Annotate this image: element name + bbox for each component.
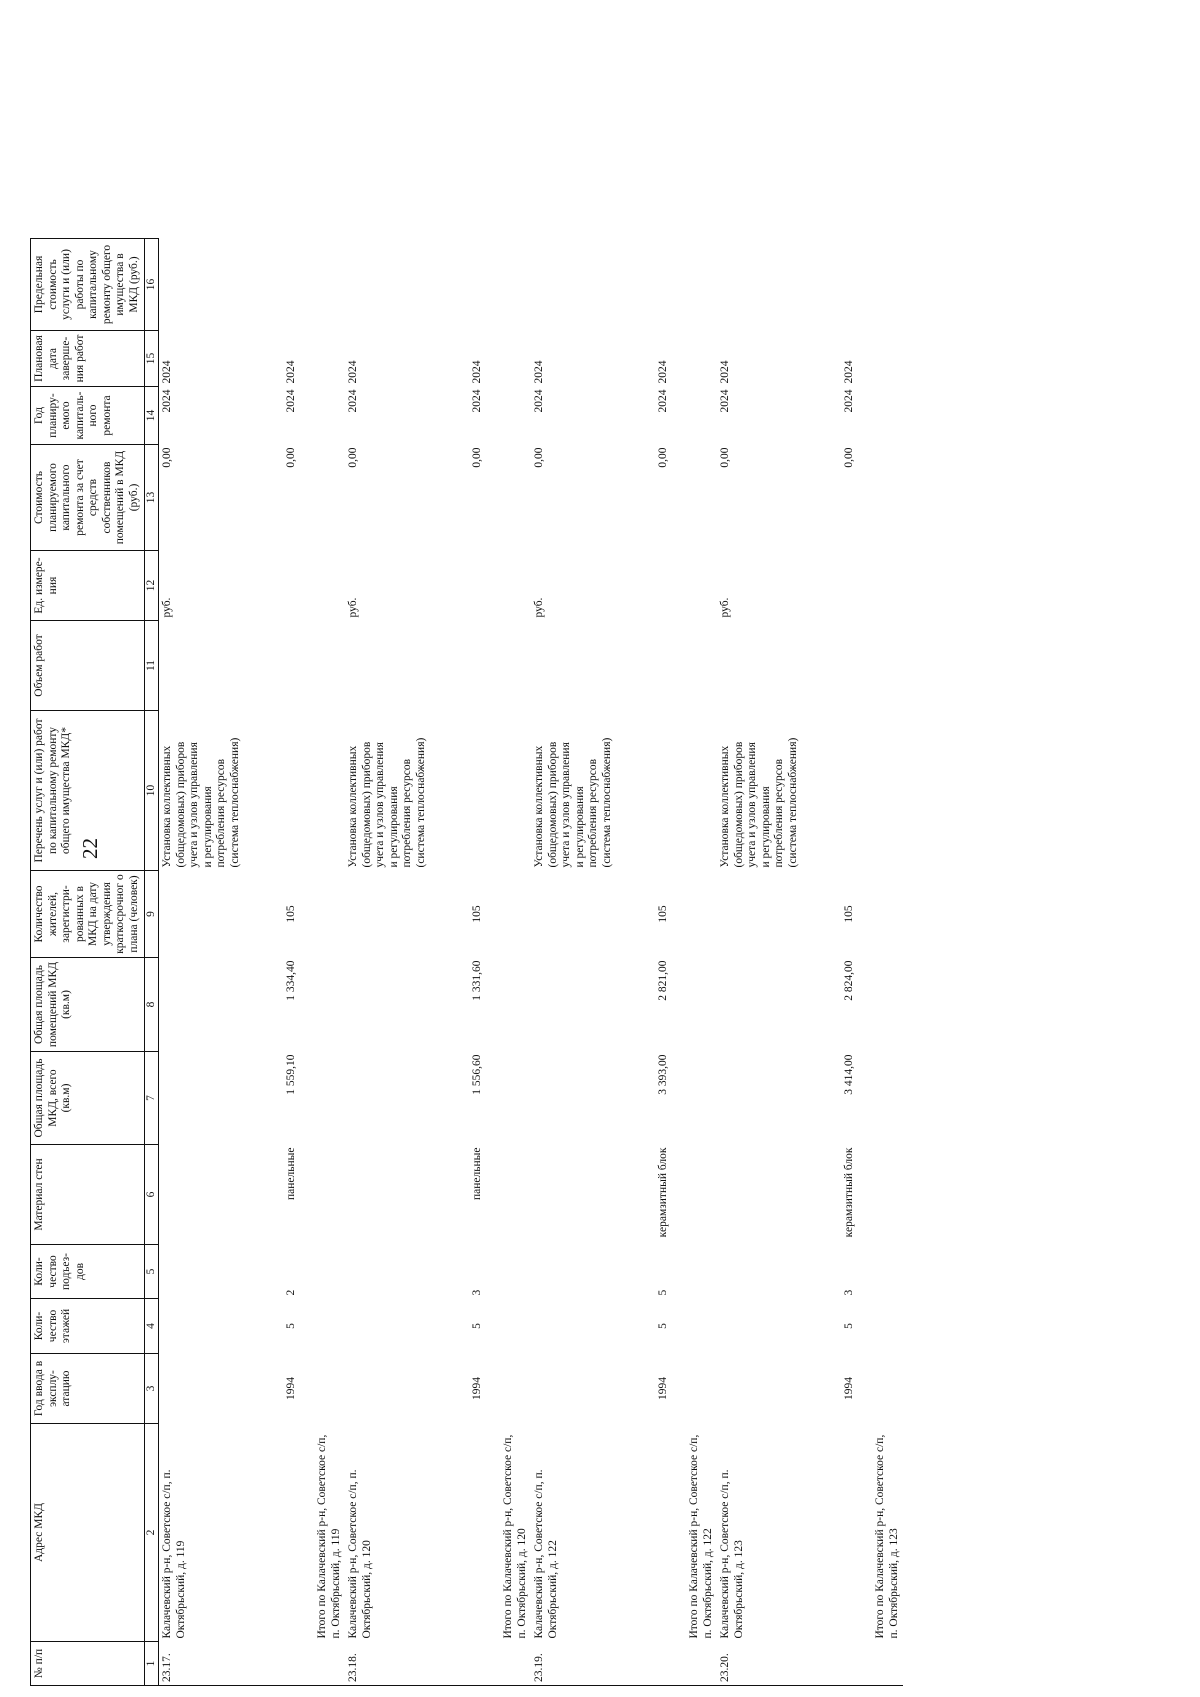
row-index: 23.19.	[531, 1642, 655, 1686]
row-address: Калачевский р-н, Советское с/п, п. Октябрьский, д. 122	[533, 1469, 559, 1639]
row-address: Калачевский р-н, Советское с/п, п. Октябрьский, д. 123	[719, 1469, 745, 1639]
total-area: 3 393,00	[657, 1054, 670, 1095]
capital-repair-table	[30, 238, 903, 1686]
table-header	[31, 239, 159, 1686]
header-cell-total-area: Общая площадь МКД, всего (кв.м)	[31, 1052, 145, 1145]
header-cell-cost: Стоимость планируемого капитального ремонта за счет средств собственников помещений в МКД (руб.)	[31, 445, 145, 551]
total-end-date: 2024	[657, 360, 670, 384]
header-cell-rooms-area: Общая площадь помещений МКД (кв.м)	[31, 958, 145, 1052]
total-rooms-area: 2 821,00	[657, 960, 670, 1001]
total-residents: 105	[471, 905, 484, 923]
row-index: 23.18.	[345, 1642, 469, 1686]
header-cell-unit: Ед. измере-ния	[31, 551, 145, 621]
table-row	[159, 239, 284, 1686]
total-wall-material: керамзитный блок	[657, 1147, 670, 1238]
header-cell-max-cost: Предельная стоимость услуги и (или) работы по капитальному ремонту общего имущества в МКД (руб.)	[31, 239, 145, 331]
header-cell-index: № п/п	[31, 1642, 145, 1686]
table-row	[717, 239, 841, 1686]
total-rooms-area: 1 331,60	[471, 960, 484, 1001]
total-entrances: 5	[657, 1289, 670, 1296]
row-cost: 0,00	[161, 447, 174, 468]
table-row-total	[283, 239, 345, 1686]
row-works: Установка коллективных (общедомовых) приборов учета и узлов управления и регулирования потребления ресурсов (система теплоснабжения)	[161, 737, 241, 868]
total-repair-year: 2024	[843, 389, 856, 413]
column-number: 6	[144, 1145, 159, 1245]
page-number: 22	[78, 838, 102, 859]
column-number-row	[144, 239, 159, 1686]
header-cell-floors: Коли-чество этажей	[31, 1299, 145, 1354]
total-cost: 0,00	[843, 447, 856, 468]
total-rooms-area: 1 334,40	[285, 960, 298, 1001]
total-floors: 5	[843, 1323, 856, 1329]
total-repair-year: 2024	[471, 389, 484, 413]
total-residents: 105	[843, 905, 856, 923]
header-cell-year-built: Год ввода в эксплу-атацию	[31, 1354, 145, 1424]
row-unit: руб.	[719, 597, 732, 618]
row-index: 23.17.	[159, 1642, 284, 1686]
column-number: 16	[144, 239, 159, 331]
row-unit: руб.	[533, 597, 546, 618]
column-number: 7	[144, 1052, 159, 1145]
row-repair-year: 2024	[347, 389, 360, 413]
total-area: 1 559,10	[285, 1054, 298, 1095]
total-cost: 0,00	[471, 447, 484, 468]
header-row	[31, 239, 145, 1686]
column-number: 13	[144, 445, 159, 551]
row-end-date: 2024	[533, 360, 546, 384]
total-year-built: 1994	[285, 1377, 298, 1400]
total-entrances: 3	[471, 1289, 484, 1296]
row-address: Калачевский р-н, Советское с/п, п. Октябрьский, д. 119	[161, 1469, 187, 1639]
column-number: 14	[144, 387, 159, 445]
table-row	[345, 239, 469, 1686]
total-address: Итого по Калачевский р-н, Советское с/п, п. Октябрьский, д. 123	[873, 1434, 900, 1639]
table-row-total	[841, 239, 903, 1686]
header-cell-repair-year: Год планиру-емого капиталь-ного ремонта	[31, 387, 145, 445]
total-year-built: 1994	[657, 1377, 670, 1400]
table-body	[159, 239, 904, 1686]
header-cell-wall-material: Материал стен	[31, 1145, 145, 1245]
total-cost: 0,00	[657, 447, 670, 468]
total-repair-year: 2024	[285, 389, 298, 413]
header-cell-address: Адрес МКД	[31, 1424, 145, 1642]
total-entrances: 3	[843, 1289, 856, 1296]
row-cost: 0,00	[347, 447, 360, 468]
column-number: 2	[144, 1424, 159, 1642]
table-row	[531, 239, 655, 1686]
table-row-total	[469, 239, 531, 1686]
column-number: 1	[144, 1642, 159, 1686]
total-wall-material: панельные	[471, 1147, 484, 1200]
total-address: Итого по Калачевский р-н, Советское с/п, п. Октябрьский, д. 119	[315, 1434, 342, 1639]
total-year-built: 1994	[471, 1377, 484, 1400]
row-cost: 0,00	[533, 447, 546, 468]
table-row-total	[655, 239, 717, 1686]
row-repair-year: 2024	[533, 389, 546, 413]
column-number: 11	[144, 621, 159, 711]
column-number: 12	[144, 551, 159, 621]
row-unit: руб.	[161, 597, 174, 618]
total-area: 3 414,00	[843, 1054, 856, 1095]
total-entrances: 2	[285, 1289, 298, 1296]
total-wall-material: керамзитный блок	[843, 1147, 856, 1238]
total-year-built: 1994	[843, 1377, 856, 1400]
total-wall-material: панельные	[285, 1147, 298, 1200]
header-cell-entrances: Коли-чество подъез-дов	[31, 1245, 145, 1299]
total-address: Итого по Калачевский р-н, Советское с/п, п. Октябрьский, д. 122	[687, 1434, 714, 1639]
row-cost: 0,00	[719, 447, 732, 468]
row-works: Установка коллективных (общедомовых) приборов учета и узлов управления и регулирования потребления ресурсов (система теплоснабжения)	[347, 737, 427, 868]
total-repair-year: 2024	[657, 389, 670, 413]
column-number: 15	[144, 331, 159, 387]
total-end-date: 2024	[285, 360, 298, 384]
header-cell-works: Перечень услуг и (или) работ по капитальному ремонту общего имущества МКД*	[31, 711, 145, 871]
header-cell-end-date: Плановая дата заверше-ния работ	[31, 331, 145, 387]
total-floors: 5	[471, 1323, 484, 1329]
column-number: 10	[144, 711, 159, 871]
total-address: Итого по Калачевский р-н, Советское с/п, п. Октябрьский, д. 120	[501, 1434, 528, 1639]
row-works: Установка коллективных (общедомовых) приборов учета и узлов управления и регулирования потребления ресурсов (система теплоснабжения)	[719, 737, 799, 868]
total-area: 1 556,60	[471, 1054, 484, 1095]
column-number: 5	[144, 1245, 159, 1299]
total-residents: 105	[285, 905, 298, 923]
row-end-date: 2024	[347, 360, 360, 384]
row-end-date: 2024	[719, 360, 732, 384]
header-cell-volume: Объем работ	[31, 621, 145, 711]
header-cell-residents: Количество жителей, зарегистри-рованных в МКД на дату утверждения краткосрочног о плана (человек)	[31, 871, 145, 958]
total-floors: 5	[657, 1323, 670, 1329]
column-number: 8	[144, 958, 159, 1052]
row-works: Установка коллективных (общедомовых) приборов учета и узлов управления и регулирования потребления ресурсов (система теплоснабжения)	[533, 737, 613, 868]
row-repair-year: 2024	[161, 389, 174, 413]
total-cost: 0,00	[285, 447, 298, 468]
row-end-date: 2024	[161, 360, 174, 384]
total-end-date: 2024	[843, 360, 856, 384]
column-number: 4	[144, 1299, 159, 1354]
column-number: 9	[144, 871, 159, 958]
row-index: 23.20.	[717, 1642, 841, 1686]
total-floors: 5	[285, 1323, 298, 1329]
row-unit: руб.	[347, 597, 360, 618]
column-number: 3	[144, 1354, 159, 1424]
total-rooms-area: 2 824,00	[843, 960, 856, 1001]
total-residents: 105	[657, 905, 670, 923]
total-end-date: 2024	[471, 360, 484, 384]
row-address: Калачевский р-н, Советское с/п, п. Октябрьский, д. 120	[347, 1469, 373, 1639]
row-repair-year: 2024	[719, 389, 732, 413]
